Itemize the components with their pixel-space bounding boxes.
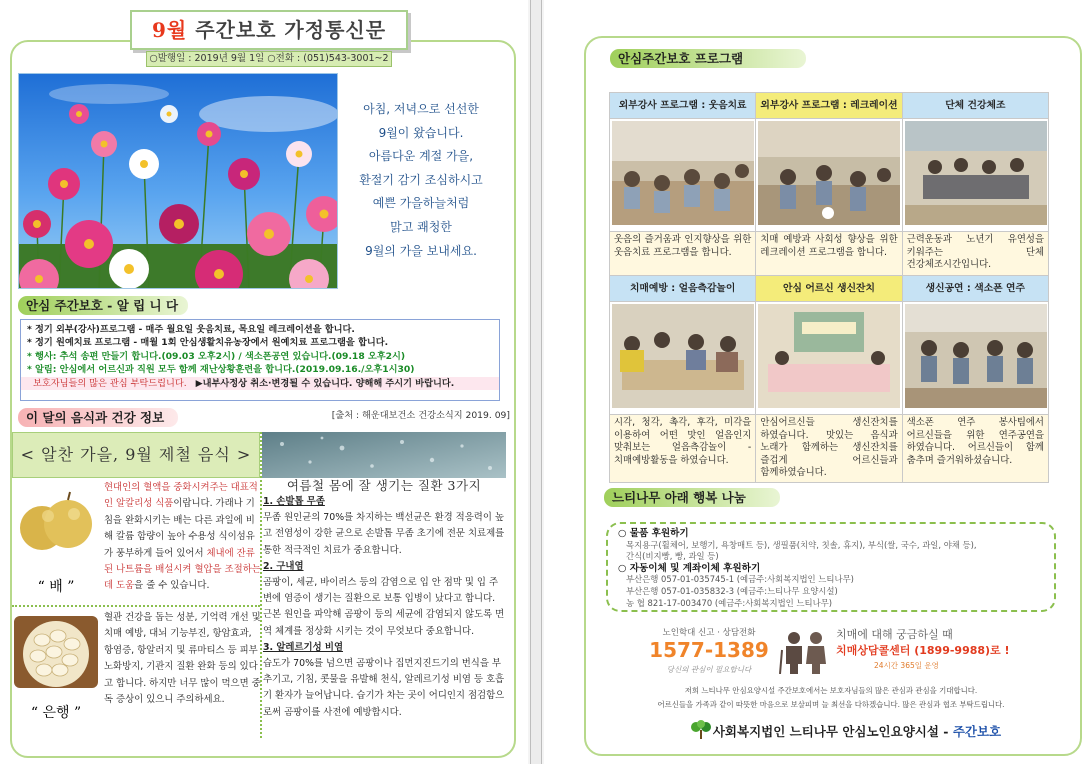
footer-line: 어르신들을 가족과 같이 따뜻한 마음으로 보살피며 늘 최선을 다하겠습니다. 많은 관심과 협조 부탁드립니다. xyxy=(657,700,1005,709)
program-photo xyxy=(902,302,1048,415)
poem-line: 환절기 감기 조심하시고 xyxy=(359,172,483,187)
title-month: 9월 xyxy=(151,18,188,42)
program-photo xyxy=(610,119,756,232)
organization-name xyxy=(644,722,1044,740)
pear-label: “ 배 ” xyxy=(37,579,75,595)
poem-line: 아침, 저녁으로 선선한 xyxy=(363,102,479,116)
abuse-hotline-number: 1577-1389 xyxy=(649,638,769,662)
goods-heading: ○ 물품 후원하기 xyxy=(618,528,689,539)
pear-image xyxy=(12,486,100,556)
program-title: 외부강사 프로그램 : 웃음치료 xyxy=(610,93,756,119)
notice-line: * 정기 외부(강사)프로그램 - 매주 월요일 웃음치료, 목요일 레크레이션을 합니다. xyxy=(27,324,355,335)
elderly-couple-icon xyxy=(778,630,832,674)
donation-box xyxy=(606,522,1056,612)
disease-text: 무좀 원인균의 70%를 차지하는 백선균은 환경 적응력이 높고 전염성이 강한 균으로 손발톱 무좀 초기에 전문 치료제를 통한 적극적인 치료가 중요합니다. xyxy=(263,512,505,556)
food-health-heading: 이 달의 음식과 건강 정보 xyxy=(18,408,178,427)
goods-list: 간식(비지빵, 빵, 과일 등) xyxy=(626,551,719,562)
program-desc: 안심어르신들 생신잔치를 하였습니다. 맛있는 음식과 노래가 함께하는 생신잔치를 즐겁게 어르신들과 함께하였습니다. xyxy=(756,415,902,483)
poem-line: 9월이 왔습니다. xyxy=(378,125,464,140)
program-photo xyxy=(756,302,902,415)
program-title: 단체 건강체조 xyxy=(902,93,1048,119)
program-desc: 근력운동과 노년기 유연성을 키워주는 단체 건강체조시간입니다. xyxy=(902,232,1048,276)
goods-list: 목지용구(휠체어, 보행기, 욕창매트 등), 생필품(치약, 칫솔, 휴지), 부식(쌀, 국수, 과일, 야채 등), xyxy=(626,539,977,550)
section-divider xyxy=(12,605,260,607)
notice-line: * 알림: 안심에서 어르신과 직원 모두 함께 재난상황훈련을 합니다.(2019.09.16./오후1시30) xyxy=(27,364,415,376)
program-photo xyxy=(902,119,1048,232)
notice-request: 보호자님들의 많은 관심 부탁드립니다. xyxy=(33,377,187,389)
program-desc: 웃음의 즐거움과 인지향상을 위한 웃음치료 프로그램을 합니다. xyxy=(610,232,756,276)
greeting-poem xyxy=(346,98,496,263)
tree-logo-icon xyxy=(690,720,712,740)
ginkgo-section xyxy=(12,610,260,738)
dementia-call-center: 치매상담콜센터 (1899-9988)로 ! xyxy=(836,644,1010,657)
rainy-window-image xyxy=(262,432,506,478)
ginkgo-nut-image xyxy=(12,614,100,690)
account-row: 부산은행 057-01-035832-3 (예금주:느티나무 요양시설) xyxy=(626,585,838,596)
transfer-heading: ○ 자동이체 및 계좌이체 후원하기 xyxy=(618,562,761,574)
disease-title: 2. 구내염 xyxy=(263,560,304,572)
program-title: 생신공연 : 색소폰 연주 xyxy=(902,276,1048,302)
program-photo xyxy=(610,302,756,415)
pear-section xyxy=(12,480,260,604)
footer-line: 저희 느티나무 안심요양시설 주간보호에서는 보호자님들의 많은 관심과 관심을 기대합니다. xyxy=(684,686,978,695)
poem-line: 아름다운 계절 가을, xyxy=(368,149,474,164)
disease-text: 곰팡이, 세균, 바이러스 등의 감염으로 입 안 점막 및 입 주변에 염증이 생기는 질환으로 보통 입병이 났다고 합니다. 근본 원인을 파악해 곰팡이 등의 세균에 감염되지 않도록 면역 체계를 정상화 시키는 것이 무엇보다 중요합니다. xyxy=(263,577,505,637)
notice-heading: 안심 주간보호 - 알 립 니 다 xyxy=(18,296,188,315)
program-table xyxy=(609,92,1049,483)
organization-title: 사회복지법인 느티나무 안심노인요양시설 - xyxy=(712,724,953,739)
page-gutter xyxy=(530,0,542,764)
abuse-hotline-slogan: 당신의 관심이 필요합니다 xyxy=(666,665,752,674)
season-food-title: < 알찬 가을, 9월 제철 음식 > xyxy=(12,432,260,478)
organization-suffix: 주간보호 xyxy=(952,724,1002,739)
dementia-question: 치매에 대해 궁금하실 때 xyxy=(836,628,953,641)
page-right xyxy=(544,0,1092,764)
poem-line: 맑고 쾌청한 xyxy=(390,219,452,234)
disease-title: 3. 알레르기성 비염 xyxy=(263,641,344,653)
page-left xyxy=(0,0,528,764)
notice-line: * 행사: 추석 송편 만들기 합니다.(09.03 오후2시) / 색소폰공연 있습니다.(09.18 오후2시) xyxy=(27,350,406,362)
source-note: [출처 : 해운대보건소 건강소식지 2019. 09] xyxy=(331,410,510,421)
ginkgo-text: 혈관 건강을 돕는 성분, 기억력 개선 및 치매 예방, 대뇌 기능부진, 항암효과, 항염증, 항알러지 및 류마티스 등 피부노화방지, 기관지 질환 완화 등의 있다고 합니다. 하지만 너무 많이 먹으면 중독 증상이 있으니 주의하세요. xyxy=(104,612,261,706)
health-title: 여름철 몸에 잘 생기는 질환 3가지 xyxy=(286,478,482,493)
disease-text: 습도가 70%를 넘으면 곰팡이나 집먼지진드기의 번식을 부추기고, 기침, 콧물을 유발해 천식, 알레르기성 비염 등 호흡기 환자가 늘어납니다. 습기가 차는 곳이 어디인지 점검함으로써 곰팡이를 사전에 예방합시다. xyxy=(263,658,505,718)
program-desc: 시각, 청각, 촉각, 후각, 미각을 이용하여 어떤 맛인 얼음인지 맞춰보는 얼음측감놀이 - 치매예방활동을 하였습니다. xyxy=(610,415,756,483)
issue-info: ○발행일 : 2019년 9월 1일 ○전화 : (051)543-3001~2 xyxy=(146,51,392,67)
dementia-hours: 24시간 365일 운영 xyxy=(874,661,939,670)
program-desc: 치매 예방과 사회성 향상을 위한 레크레이션 프로그램을 합니다. xyxy=(756,232,902,276)
notice-change: ▶내부사정상 취소·변경될 수 있습니다. 양해해 주시기 바랍니다. xyxy=(195,377,455,389)
title-text: 주간보호 가정통신문 xyxy=(195,18,387,42)
account-row: 부산은행 057-01-035745-1 (예금주:사회복지법인 느티나무) xyxy=(626,574,854,585)
notice-line xyxy=(21,377,499,390)
program-title: 외부강사 프로그램 : 레크레이션 xyxy=(756,93,902,119)
disease-title: 1. 손발톱 무좀 xyxy=(263,496,325,507)
footer-message xyxy=(606,684,1056,712)
notice-line: * 정기 원예치료 프로그램 - 매월 1회 안심생활치유농장에서 원예치료 프로그램을 합니다. xyxy=(27,337,389,349)
poem-line: 예쁜 가을하늘처럼 xyxy=(372,196,470,211)
donation-heading: 느티나무 아래 행복 나눔 xyxy=(604,488,780,507)
poem-line: 9월의 가을 보내세요. xyxy=(365,243,477,258)
program-title: 치매예방 : 얼음측감놀이 xyxy=(610,276,756,302)
pear-text: 현대인의 혈액을 중화시켜주는 대표적인 알칼리성 식품이랍니다. 가래나 기침을 완화시키는 배는 다른 과일에 비해 칼륨 함량이 높아 수용성 식이섬유가 풍부하게 들어 있어서 체내에 잔류된 나트륨을 배설시켜 혈압을 조절하는데 도움을 줄 수 있습니다. xyxy=(104,482,261,592)
program-desc: 색소폰 연주 봉사팀에서 어르신들을 위한 연주공연을 하였습니다. 어르신들이 함께 춤추며 즐거워하셨습니다. xyxy=(902,415,1048,483)
cosmos-flower-photo xyxy=(18,73,338,289)
health-info xyxy=(263,494,506,721)
program-title: 안심 어르신 생신잔치 xyxy=(756,276,902,302)
abuse-hotline-caption: 노인학대 신고 · 상담전화 xyxy=(662,628,756,638)
account-row: 농 협 821-17-003470 (예금주:사회복지법인 느티나무) xyxy=(626,597,833,608)
program-photo xyxy=(756,119,902,232)
page-title xyxy=(130,10,408,50)
notice-box xyxy=(20,319,500,401)
program-heading: 안심주간보호 프로그램 xyxy=(610,49,806,68)
ginkgo-label: “ 은행 ” xyxy=(30,705,82,721)
